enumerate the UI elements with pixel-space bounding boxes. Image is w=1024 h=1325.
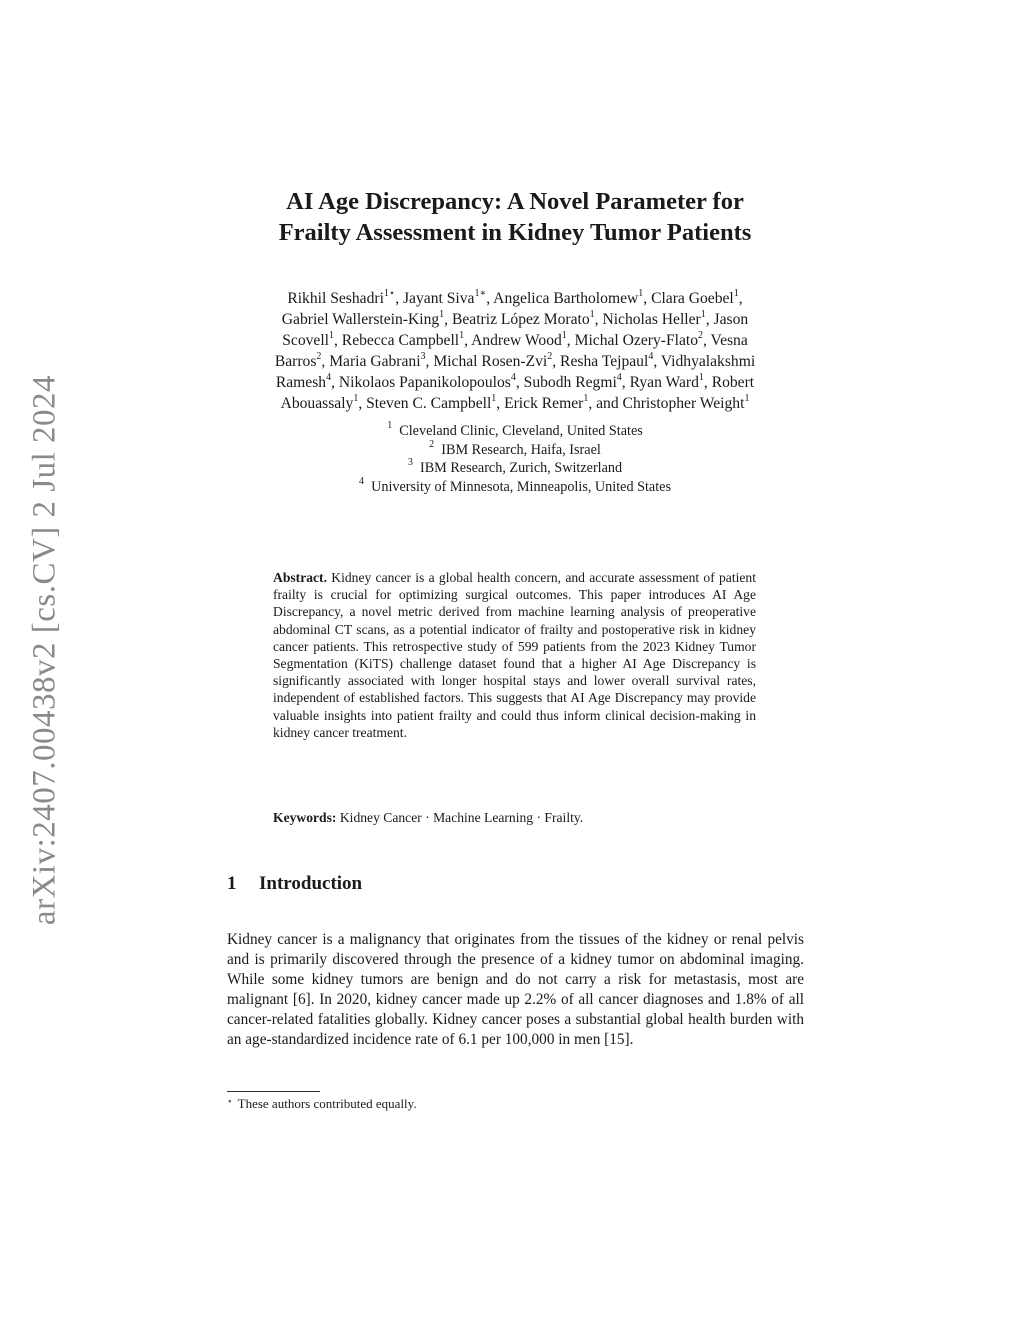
affiliation-superscript: 1 [353, 392, 359, 404]
affiliation-superscript: 4 [510, 371, 516, 383]
author-name: Ramesh [275, 374, 327, 391]
affiliation-superscript: 1 [459, 329, 465, 341]
author-name: , Angelica Bartholomew [486, 290, 639, 307]
section-number: 1 [227, 873, 237, 894]
abstract-text: Kidney cancer is a global health concern, and accurate assessment of patient frailty is crucial for optimizing surgical outcomes. This paper introduces AI Age Discrepancy, a novel metric derived from machine learning analysis of preoperative abdominal CT scans, as a potential indicator of frailty and postoperative risk in kidney cancer patients. This retrospective study of 599 patients from the 2023 Kidney Tumor Segmentation (KiTS) challenge dataset found that a higher AI Age Discrepancy is significantly associated with longer hospital stays and lower overall survival rates, independent of established factors. This suggests that AI Age Discrepancy may provide valuable insights into patient frailty and could thus inform clinical decision-making in kidney cancer treatment. [273, 570, 757, 740]
author-name: , Steven C. Campbell [358, 395, 492, 412]
abstract-label: Abstract. [273, 570, 327, 585]
affiliation-superscript: 1 [561, 329, 567, 341]
author-name: Rikhil Seshadri [287, 290, 384, 307]
keywords-block [273, 810, 756, 826]
affiliation-superscript: 1⋆ [383, 287, 396, 299]
affiliation-superscript: 1 [733, 287, 739, 299]
footnote-rule [227, 1091, 320, 1092]
affiliation-superscript: 3 [420, 350, 426, 362]
author-name: , Resha Tejpaul [552, 353, 649, 370]
keywords-label: Keywords: [273, 810, 337, 825]
affiliation-superscript: 1 [329, 329, 334, 341]
keywords-text: Kidney Cancer · Machine Learning · Frailty. [339, 810, 584, 825]
paragraph: Kidney cancer is a malignancy that originates from the tissues of the kidney or renal pelvis and is primarily discovered through the presence of a kidney tumor on abdominal imaging. While some kidney tumors are benign and do not carry a risk for metastasis, most are malignant [6]. In 2020, kidney cancer made up 2.2% of all cancer diagnoses and 1.8% of all cancer-related fatalities globally. Kidney cancer poses a substantial global health burden with an age-standardized incidence rate of 6.1 per 100,000 in men [15]. [227, 931, 804, 1048]
introduction-body [227, 930, 804, 1049]
author-line [150, 309, 880, 330]
author-name: , Subodh Regmi [515, 374, 617, 391]
affiliation-item [150, 438, 880, 460]
affiliation-text: IBM Research, Haifa, Israel [434, 441, 601, 458]
author-line [150, 288, 880, 309]
author-line [150, 330, 880, 351]
author-name: , Erick Remer [496, 395, 584, 412]
affiliation-superscript: 1 [700, 308, 706, 320]
author-name: Gabriel Wallerstein-King [281, 311, 440, 328]
author-name: , Nicholas Heller [594, 311, 701, 328]
arxiv-identifier-stamp [28, 372, 62, 928]
affiliation-superscript: 1 [491, 392, 497, 404]
title-line: Frailty Assessment in Kidney Tumor Patients [278, 219, 752, 246]
affiliation-item [150, 422, 880, 441]
affiliation-superscript: 4 [326, 371, 332, 383]
author-line [150, 393, 880, 414]
affiliation-superscript: 1∗ [474, 287, 487, 299]
affiliation-number: 1 [387, 420, 393, 432]
author-name: , Maria Gabrani [321, 353, 421, 370]
author-name: , Beatriz López Morato [444, 311, 590, 328]
affiliation-number: 2 [429, 438, 435, 450]
section-title: Introduction [259, 873, 363, 894]
author-name: , Jayant Siva [395, 290, 475, 307]
affiliation-text: IBM Research, Zurich, Switzerland [412, 460, 623, 476]
footnote [227, 1096, 417, 1112]
affiliation-superscript: 1 [583, 392, 589, 404]
author-name: , Clara Goebel [643, 290, 734, 307]
section-heading [227, 873, 362, 895]
author-name: , Vidhyalakshmi [653, 353, 756, 370]
affiliation-superscript: 1 [638, 287, 644, 299]
author-name: Barros [274, 353, 317, 370]
affiliation-superscript: 4 [648, 350, 654, 362]
affiliation-text: University of Minnesota, Minneapolis, United States [364, 478, 671, 495]
affiliation-superscript: 1 [439, 308, 445, 320]
author-name: , Michal Ozery-Flato [566, 332, 699, 349]
title-line: AI Age Discrepancy: A Novel Parameter for [286, 188, 744, 215]
author-name: , Andrew Wood [464, 332, 562, 349]
affiliation-item [150, 459, 880, 478]
author-name: , Michal Rosen-Zvi [425, 353, 548, 370]
author-line [150, 372, 880, 393]
affiliation-superscript: 4 [616, 371, 622, 383]
footnote-mark: ⋆ [227, 1096, 233, 1106]
author-name: , and Christopher Weight [588, 395, 745, 412]
abstract-block [273, 569, 756, 741]
arxiv-id-text: arXiv:2407.00438v2 [cs.CV] 2 Jul 2024 [26, 374, 63, 926]
author-name: , Nikolaos Papanikolopoulos [331, 374, 511, 391]
author-name: , [738, 290, 743, 307]
affiliation-superscript: 2 [316, 350, 322, 362]
affiliation-item [150, 475, 880, 497]
author-name: , Jason [705, 311, 749, 328]
paper-title [160, 186, 870, 248]
author-name: , Ryan Ward [621, 374, 699, 391]
affiliation-list [150, 422, 880, 496]
affiliation-superscript: 1 [698, 371, 704, 383]
affiliation-number: 3 [407, 457, 413, 469]
footnote-text: These authors contributed equally. [237, 1096, 417, 1111]
author-list [150, 288, 880, 414]
affiliation-superscript: 2 [547, 350, 553, 362]
affiliation-number: 4 [359, 475, 365, 487]
author-name: Abouassaly [280, 395, 354, 412]
author-name: , Vesna [703, 332, 748, 349]
author-name: , Robert [703, 374, 755, 391]
affiliation-text: Cleveland Clinic, Cleveland, United States [392, 423, 643, 439]
author-name: , Rebecca Campbell [334, 332, 460, 349]
author-name: Scovell [282, 332, 329, 349]
affiliation-superscript: 2 [698, 329, 704, 341]
affiliation-superscript: 1 [589, 308, 595, 320]
author-line [150, 351, 880, 372]
affiliation-superscript: 1 [744, 392, 750, 404]
